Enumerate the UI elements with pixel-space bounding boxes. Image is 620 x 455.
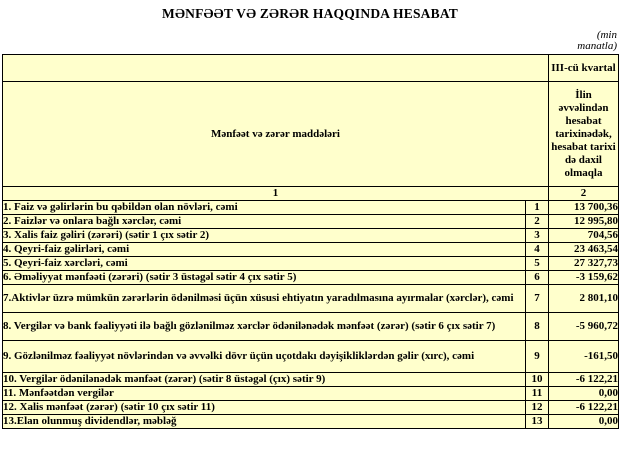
row-label: 11. Mənfəətdən vergilər [3, 387, 526, 401]
row-value: 0,00 [549, 415, 619, 429]
row-label: 2. Faizlər və onlara bağlı xərclər, cəmi [3, 215, 526, 229]
row-label: 13.Elan olunmuş dividendlər, məbləğ [3, 415, 526, 429]
table-row [3, 201, 619, 215]
row-number: 7 [526, 285, 549, 313]
row-label: 5. Qeyri-faiz xərcləri, cəmi [3, 257, 526, 271]
row-number: 12 [526, 401, 549, 415]
row-label: 6. Əməliyyat mənfəəti (zərəri) (sətir 3 üstəgəl sətir 4 çıx sətir 5) [3, 271, 526, 285]
row-value: 13 700,36 [549, 201, 619, 215]
table-row [3, 415, 619, 429]
row-number: 13 [526, 415, 549, 429]
table-row [3, 313, 619, 341]
row-value: 2 801,10 [549, 285, 619, 313]
row-number: 10 [526, 373, 549, 387]
row-value: -3 159,62 [549, 271, 619, 285]
profit-loss-table [2, 54, 619, 429]
row-value: -5 960,72 [549, 313, 619, 341]
row-number: 9 [526, 341, 549, 373]
col-header-period: III-cü kvartal [549, 55, 619, 82]
row-number: 2 [526, 215, 549, 229]
header-row-indexes [3, 187, 619, 201]
row-value: 23 463,54 [549, 243, 619, 257]
table-row [3, 243, 619, 257]
table-row [3, 341, 619, 373]
row-number: 4 [526, 243, 549, 257]
table-row [3, 229, 619, 243]
row-label: 1. Faiz və gəlirlərin bu qəbildən olan növləri, cəmi [3, 201, 526, 215]
row-label: 8. Vergilər və bank fəaliyyəti ilə bağlı gözlənilməz xərclər ödənilənədək mənfəət (zərər) (sətir 6 çıx sətir 7) [3, 313, 526, 341]
row-value: 0,00 [549, 387, 619, 401]
row-label: 4. Qeyri-faiz gəlirləri, cəmi [3, 243, 526, 257]
table-row [3, 215, 619, 229]
col-index-2: 2 [549, 187, 619, 201]
row-number: 1 [526, 201, 549, 215]
row-value: -6 122,21 [549, 401, 619, 415]
row-number: 5 [526, 257, 549, 271]
col-index-1: 1 [3, 187, 549, 201]
row-number: 6 [526, 271, 549, 285]
row-label: 10. Vergilər ödənilənədək mənfəət (zərər) (sətir 8 üstəgəl (çıx) sətir 9) [3, 373, 526, 387]
header-empty-cell [3, 55, 549, 82]
table-row [3, 271, 619, 285]
table-row [3, 257, 619, 271]
row-number: 8 [526, 313, 549, 341]
row-value: -6 122,21 [549, 373, 619, 387]
table-row [3, 401, 619, 415]
unit-note: (min manatla) [577, 29, 617, 52]
row-value: 12 995,80 [549, 215, 619, 229]
row-label: 7.Aktivlər üzrə mümkün zərərlərin ödənilməsi üçün xüsusi ehtiyatın yaradılmasına ayırmalar (xərclər), cəmi [3, 285, 526, 313]
header-row-period [3, 55, 619, 82]
report-title: MƏNFƏƏT VƏ ZƏRƏR HAQQINDA HESABAT [162, 6, 458, 21]
table-row [3, 285, 619, 313]
table-row [3, 387, 619, 401]
row-label: 9. Gözlənilməz fəaliyyət növlərindən və əvvəlki dövr üçün uçotdakı dəyişikliklərdən gəlir (xırc), cəmi [3, 341, 526, 373]
row-label: 3. Xalis faiz gəliri (zərəri) (sətir 1 çıx sətir 2) [3, 229, 526, 243]
row-number: 3 [526, 229, 549, 243]
row-value: -161,50 [549, 341, 619, 373]
header-row-labels [3, 82, 619, 187]
table-row [3, 373, 619, 387]
row-value: 704,56 [549, 229, 619, 243]
items-column-header: Mənfəət və zərər maddələri [3, 82, 549, 187]
value-column-header: İlin əvvəlindən hesabat tarixinədək, hesabat tarixi də daxil olmaqla [549, 82, 619, 187]
row-label: 12. Xalis mənfəət (zərər) (sətir 10 çıx sətir 11) [3, 401, 526, 415]
row-value: 27 327,73 [549, 257, 619, 271]
row-number: 11 [526, 387, 549, 401]
